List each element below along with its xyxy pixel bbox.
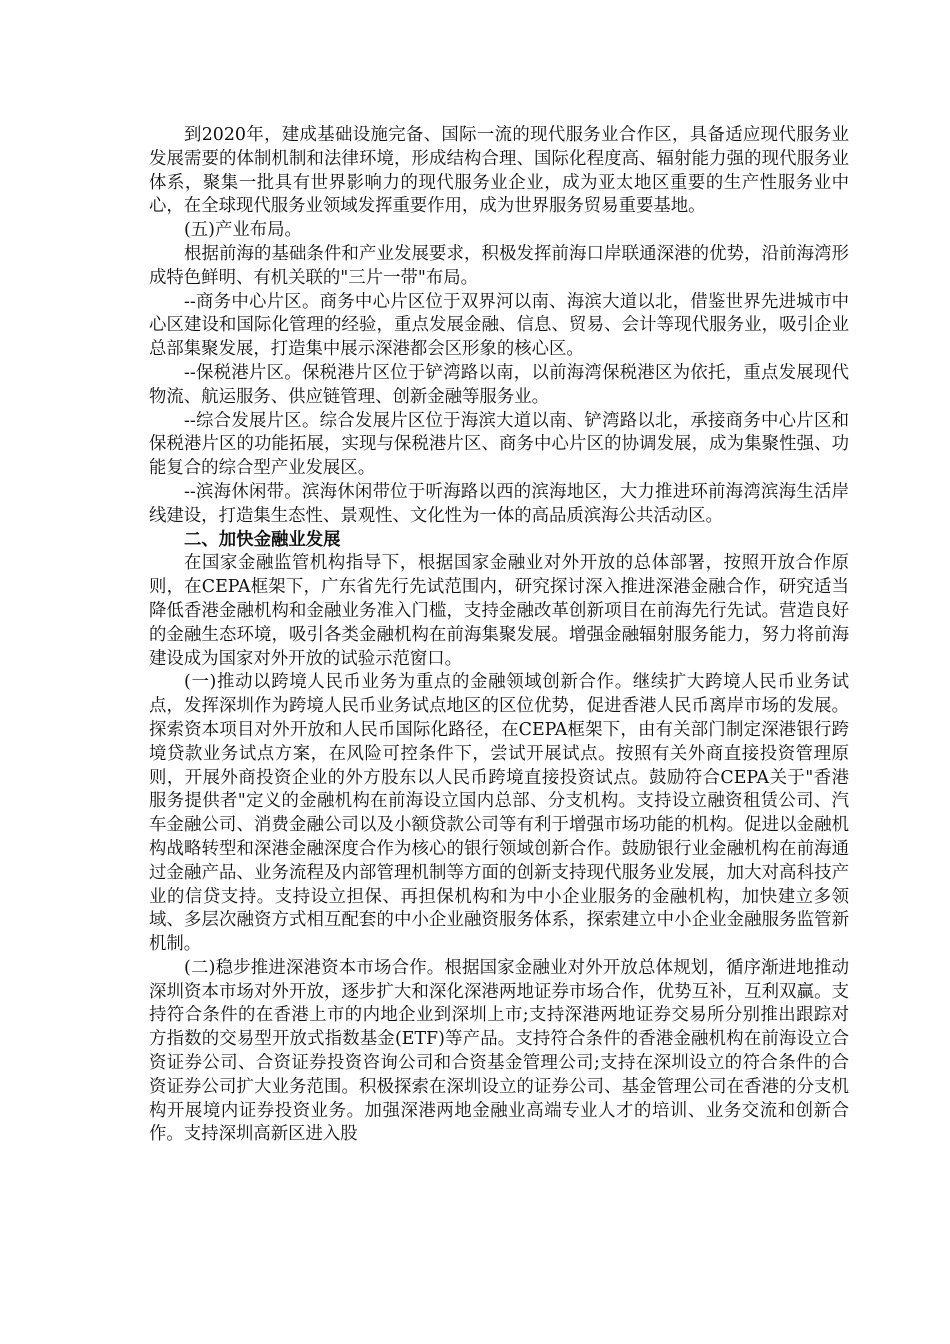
paragraph-capital-market: (二)稳步推进深港资本市场合作。根据国家金融业对外开放总体规划，循序渐进地推动深圳资本市场对外开放，逐步扩大和深化深港两地证券市场合作，优势互补，互利双赢。支持符合条件的在香港上市的内地企业到深圳上市;支持深港两地证券交易所分别推出跟踪对方指数的交易型开放式指数基金(ETF)等产品。支持符合条件的香港金融机构在前海设立合资证券公司、合资证券投资咨询公司和合资基金管理公司;支持在深圳设立的符合条件的合资证券公司扩大业务范围。积极探索在深圳设立的证券公司、基金管理公司在香港的分支机构开展境内证券投资业务。加强深港两地金融业高端专业人才的培训、业务交流和创新合作。支持深圳高新区进入股	[149, 957, 849, 1145]
document-body	[149, 124, 849, 1147]
paragraph-finance-intro: 在国家金融监管机构指导下，根据国家金融业对外开放的总体部署，按照开放合作原则，在CEPA框架下，广东省先行先试范围内，研究探讨深入推进深港金融合作，研究适当降低香港金融机构和金融业务准入门槛，支持金融改革创新项目在前海先行先试。营造良好的金融生态环境，吸引各类金融机构在前海集聚发展。增强金融辐射服务能力，努力将前海建设成为国家对外开放的试验示范窗口。	[149, 553, 849, 669]
paragraph-coastal-belt: --滨海休闲带。滨海休闲带位于听海路以西的滨海地区，大力推进环前海湾滨海生活岸线建设，打造集生态性、景观性、文化性为一体的高品质滨海公共活动区。	[149, 481, 849, 526]
paragraph-rmb-cross-border: (一)推动以跨境人民币业务为重点的金融领域创新合作。继续扩大跨境人民币业务试点，发挥深圳作为跨境人民币业务试点地区的区位优势，促进香港人民币离岸市场的发展。探索资本项目对外开放和人民币国际化路径，在CEPA框架下，由有关部门制定深港银行跨境贷款业务试点方案，在风险可控条件下，尝试开展试点。按照有关外商直接投资管理原则，开展外商投资企业的外方股东以人民币跨境直接投资试点。鼓励符合CEPA关于"香港服务提供者"定义的金融机构在前海设立国内总部、分支机构。支持设立融资租赁公司、汽车金融公司、消费金融公司以及小额贷款公司等有利于增强市场功能的机构。促进以金融机构战略转型和深港金融深度合作为核心的银行领域创新合作。鼓励银行业金融机构在前海通过金融产品、业务流程及内部管理机制等方面的创新支持现代服务业发展，加大对高科技产业的信贷支持。支持设立担保、再担保机构和为中小企业服务的金融机构，加快建立多领域、多层次融资方式相互配套的中小企业融资服务体系，探索建立中小企业金融服务监管新机制。	[149, 672, 849, 955]
paragraph-bonded-port: --保税港片区。保税港片区位于铲湾路以南，以前海湾保税港区为依托，重点发展现代物流、航运服务、供应链管理、创新金融等服务业。	[149, 362, 849, 407]
paragraph-2020-goals: 到2020年，建成基础设施完备、国际一流的现代服务业合作区，具备适应现代服务业发展需要的体制机制和法律环境，形成结构合理、国际化程度高、辐射能力强的现代服务业体系，聚集一批具有世界影响力的现代服务业企业，成为亚太地区重要的生产性服务业中心，在全球现代服务业领域发挥重要作用，成为世界服务贸易重要基地。	[149, 125, 849, 217]
section-industry-layout: (五)产业布局。	[184, 220, 302, 241]
paragraph-comprehensive-zone: --综合发展片区。综合发展片区位于海滨大道以南、铲湾路以北，承接商务中心片区和保税港片区的功能拓展，实现与保税港片区、商务中心片区的协调发展，成为集聚性强、功能复合的综合型产业发展区。	[149, 410, 849, 479]
paragraph-layout-intro: 根据前海的基础条件和产业发展要求，积极发挥前海口岸联通深港的优势，沿前海湾形成特色鲜明、有机关联的"三片一带"布局。	[149, 243, 849, 288]
heading-finance: 二、加快金融业发展	[184, 529, 341, 550]
paragraph-business-center: --商务中心片区。商务中心片区位于双界河以南、海滨大道以北，借鉴世界先进城市中心区建设和国际化管理的经验，重点发展金融、信息、贸易、会计等现代服务业，吸引企业总部集聚发展，打造集中展示深港都会区形象的核心区。	[149, 291, 849, 360]
